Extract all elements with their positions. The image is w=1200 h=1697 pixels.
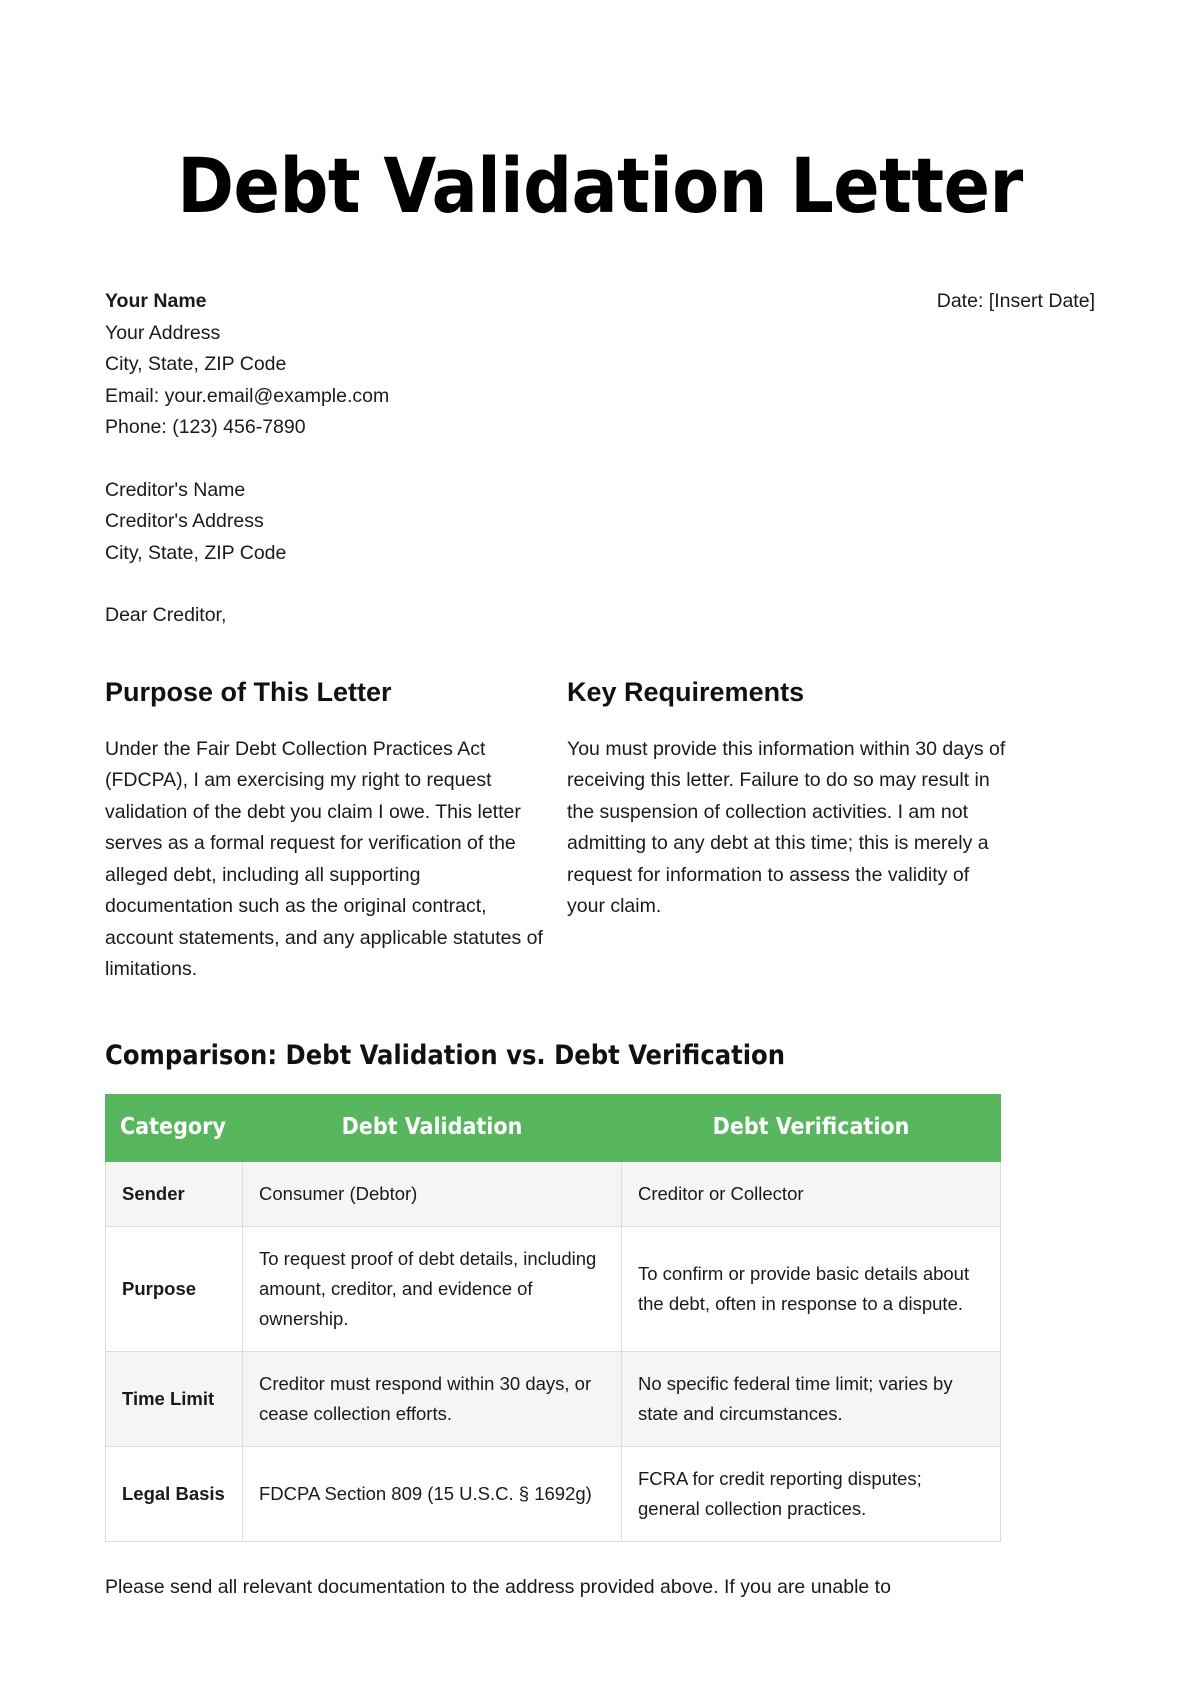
column-header-debt-verification: Debt Verification: [622, 1095, 1001, 1162]
section-purpose-heading: Purpose of This Letter: [105, 676, 392, 707]
recipient-city-state-zip: City, State, ZIP Code: [105, 541, 287, 564]
row-category: Purpose: [106, 1227, 243, 1352]
row-verification: To confirm or provide basic details about the debt, often in response to a dispute.: [622, 1227, 1001, 1352]
sender-email: Email: your.email@example.com: [105, 384, 390, 407]
table-row: [106, 1162, 1001, 1227]
table-row: [106, 1447, 1001, 1542]
column-header-debt-validation: Debt Validation: [243, 1095, 622, 1162]
comparison-table-body: [106, 1162, 1001, 1542]
row-verification: FCRA for credit reporting disputes; general collection practices.: [622, 1447, 1001, 1542]
closing-paragraph: Please send all relevant documentation to the address provided above. If you are unable to: [105, 1576, 891, 1599]
row-verification: No specific federal time limit; varies by state and circumstances.: [622, 1352, 1001, 1447]
column-header-category: Category: [106, 1095, 243, 1162]
row-category: Time Limit: [106, 1352, 243, 1447]
table-row: [106, 1352, 1001, 1447]
recipient-name: Creditor's Name: [105, 478, 246, 501]
body-sections: [105, 676, 1095, 986]
table-header-row: [106, 1095, 1001, 1162]
salutation: Dear Creditor,: [105, 604, 227, 626]
recipient-address-block: [105, 475, 1095, 570]
sender-name: Your Name: [105, 290, 207, 312]
row-category: Legal Basis: [106, 1447, 243, 1542]
section-key-requirements-body: You must provide this information within 30 days of receiving this letter. Failure to do so may result in the suspension of collection activities. I am not admitting to any debt at this time; this is merely a request for information to assess the validity of your claim.: [567, 737, 1006, 918]
letter-date: Date: [Insert Date]: [936, 290, 1095, 312]
comparison-table: [105, 1094, 1001, 1542]
row-validation: FDCPA Section 809 (15 U.S.C. § 1692g): [243, 1447, 622, 1542]
row-category: Sender: [106, 1162, 243, 1227]
recipient-address: Creditor's Address: [105, 510, 264, 532]
table-row: [106, 1227, 1001, 1352]
section-purpose: [105, 676, 545, 986]
page-title: Debt Validation Letter: [177, 141, 1023, 230]
section-key-requirements-heading: Key Requirements: [567, 676, 805, 707]
comparison-table-head: [106, 1095, 1001, 1162]
sender-address: Your Address: [105, 321, 221, 344]
sender-address-block: [105, 286, 389, 444]
row-validation: To request proof of debt details, including amount, creditor, and evidence of ownership.: [243, 1227, 622, 1352]
section-key-requirements: [567, 676, 1007, 986]
section-purpose-body: Under the Fair Debt Collection Practices Act (FDCPA), I am exercising my right to request validation of the debt you claim I owe. This letter serves as a formal request for verification of the alleged debt, including all supporting documentation such as the original contract, account statements, and any applicable statutes of limitations.: [105, 737, 543, 981]
comparison-heading: Comparison: Debt Validation vs. Debt Verification: [105, 1039, 786, 1071]
row-validation: Consumer (Debtor): [243, 1162, 622, 1227]
letter-header: [105, 286, 1095, 444]
row-verification: Creditor or Collector: [622, 1162, 1001, 1227]
row-validation: Creditor must respond within 30 days, or cease collection efforts.: [243, 1352, 622, 1447]
sender-city-state-zip: City, State, ZIP Code: [105, 353, 287, 375]
sender-phone: Phone: (123) 456-7890: [105, 416, 306, 438]
